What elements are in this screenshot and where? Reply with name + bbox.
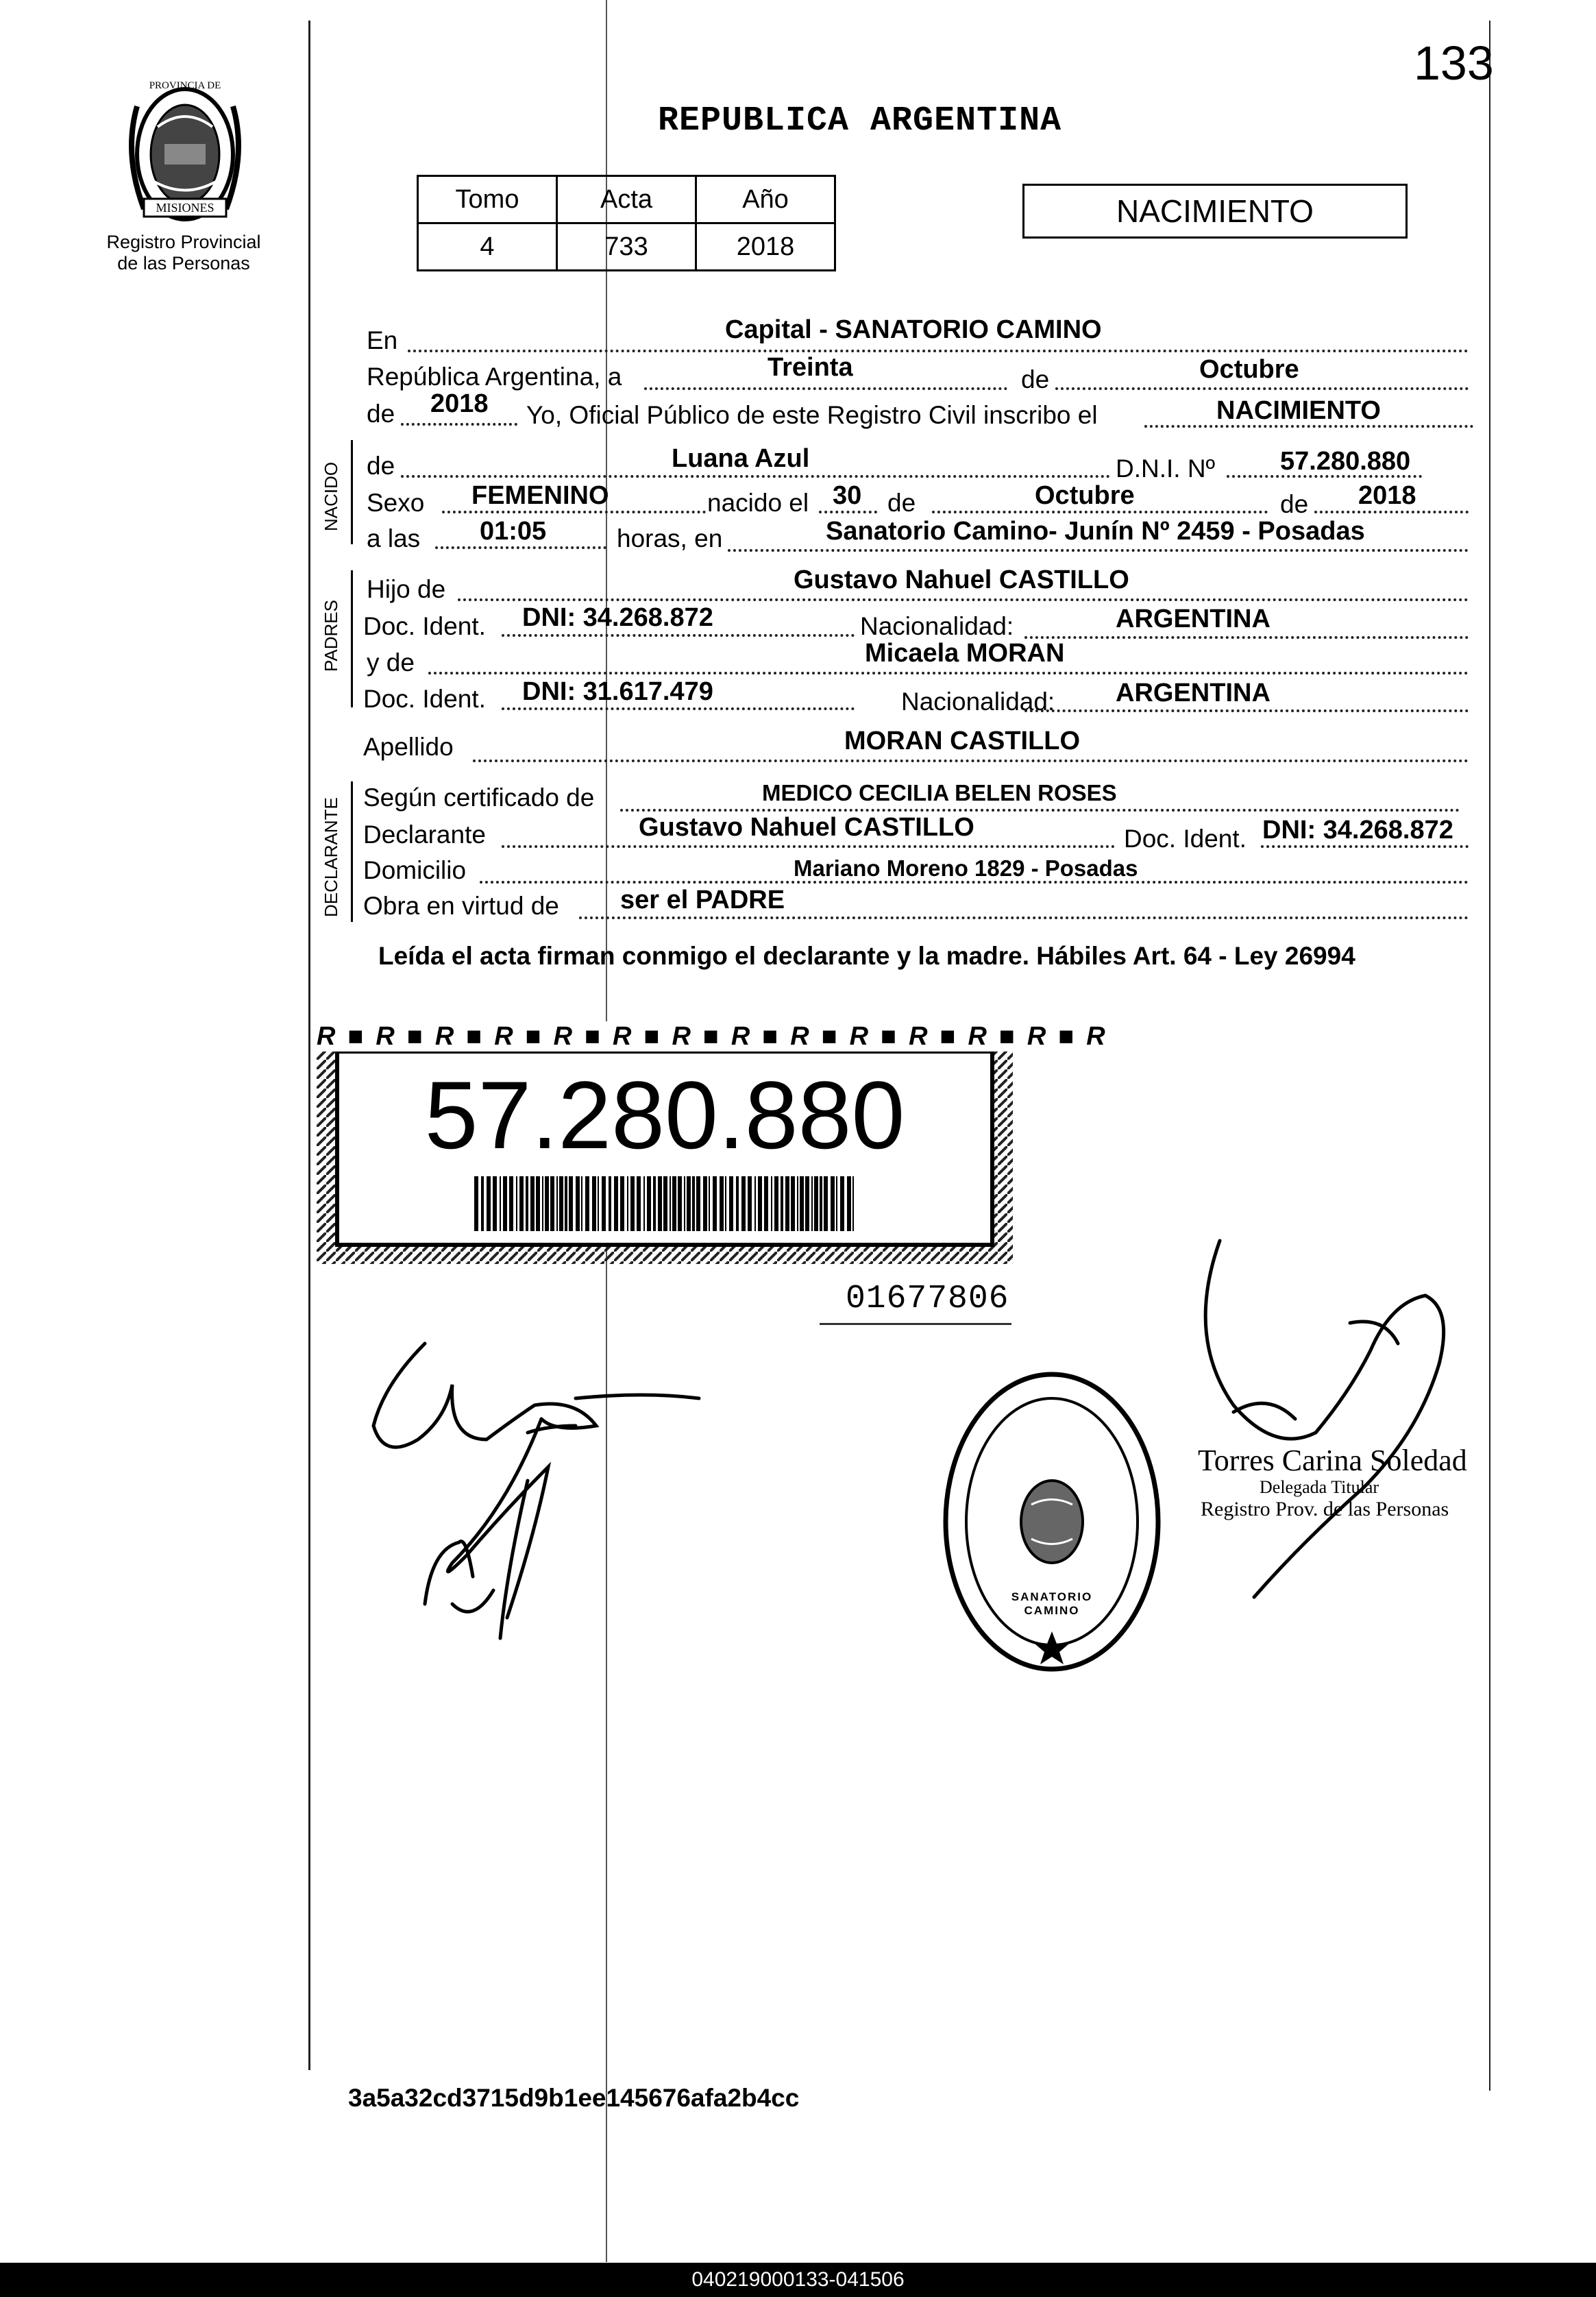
barcode-bar <box>696 1176 700 1231</box>
dotted-line <box>473 759 1469 762</box>
dni-pattern-char: R <box>849 1022 881 1051</box>
barcode-bar <box>542 1176 543 1231</box>
barcode-bar <box>516 1176 517 1231</box>
label-de-anio2: de <box>1280 490 1309 518</box>
value-mes: Octubre <box>1199 355 1299 384</box>
barcode-bar <box>550 1176 554 1231</box>
document-hash: 3a5a32cd3715d9b1ee145676afa2b4cc <box>348 2084 800 2112</box>
closing-text: Leída el acta firman conmigo el declarante y la madre. Hábiles Art. 64 - Ley 26994 <box>378 942 1355 970</box>
barcode-bar <box>729 1176 733 1231</box>
barcode-bar <box>797 1176 798 1231</box>
value-apellido: MORAN CASTILLO <box>844 727 1081 755</box>
dotted-line <box>1261 845 1469 848</box>
barcode-bar <box>687 1176 691 1231</box>
barcode-bar <box>840 1176 844 1231</box>
barcode-bar <box>709 1176 710 1231</box>
barcode-bar <box>725 1176 726 1231</box>
label-en: En <box>367 326 398 354</box>
dni-pattern-char: R <box>1086 1022 1118 1051</box>
barcode-bar <box>820 1176 822 1231</box>
barcode-bar <box>741 1176 746 1231</box>
barcode-bar <box>692 1176 695 1231</box>
barcode-bar <box>602 1176 606 1231</box>
section-bar-declarante <box>351 781 353 922</box>
value-nombre: Luana Azul <box>672 444 810 473</box>
right-margin-line <box>1489 21 1490 2091</box>
barcode-bar <box>754 1176 756 1231</box>
value-lugar: Capital - SANATORIO CAMINO <box>725 315 1102 344</box>
barcode-bar <box>536 1176 540 1231</box>
barcode-bar <box>581 1176 582 1231</box>
value-madre: Micaela MORAN <box>865 639 1065 668</box>
logo-caption <box>81 232 286 274</box>
barcode-bar <box>811 1176 813 1231</box>
barcode-bar <box>556 1176 558 1231</box>
dotted-line <box>1024 709 1469 712</box>
barcode-bar <box>670 1176 671 1231</box>
barcode-bar <box>791 1176 795 1231</box>
table-value-acta: 733 <box>557 223 696 271</box>
page-number: 133 <box>1414 36 1494 90</box>
dni-pattern-char: R <box>376 1022 407 1051</box>
barcode-bar <box>805 1176 809 1231</box>
table-header-anio: Año <box>696 176 835 223</box>
barcode-bar <box>545 1176 549 1231</box>
signature-name: Torres Carina Soledad <box>1198 1444 1467 1477</box>
value-obra: ser el PADRE <box>620 886 785 914</box>
record-type-box: NACIMIENTO <box>1022 184 1408 239</box>
section-bar-nacido <box>351 440 353 544</box>
value-anio-nac: 2018 <box>1358 481 1416 510</box>
value-padre-nac: ARGENTINA <box>1116 605 1270 633</box>
label-nacido-el: nacido el <box>707 489 809 517</box>
dotted-line <box>502 634 855 637</box>
label-republica: República Argentina, a <box>367 363 622 391</box>
dotted-line <box>408 350 1469 352</box>
label-dni: D.N.I. Nº <box>1116 454 1216 483</box>
value-tipo: NACIMIENTO <box>1216 396 1381 425</box>
barcode-bar <box>800 1176 804 1231</box>
barcode-bar <box>559 1176 563 1231</box>
dni-pattern-char: R <box>790 1022 822 1051</box>
barcode-bar <box>500 1176 501 1231</box>
label-de-mes2: de <box>887 489 916 517</box>
value-certificado: MEDICO CECILIA BELEN ROSES <box>762 780 1117 805</box>
value-declarante: Gustavo Nahuel CASTILLO <box>639 813 974 842</box>
value-sexo: FEMENINO <box>471 481 609 510</box>
barcode-bar <box>487 1176 491 1231</box>
serial-underline <box>820 1323 1011 1325</box>
barcode-bar <box>684 1176 685 1231</box>
value-domicilio: Mariano Moreno 1829 - Posadas <box>794 855 1138 881</box>
barcode-bar <box>824 1176 828 1231</box>
barcode-bar <box>678 1176 682 1231</box>
barcode-bar <box>643 1176 645 1231</box>
logo-text-bottom: MISIONES <box>156 201 214 215</box>
barcode-bar <box>847 1176 851 1231</box>
table-header-tomo: Tomo <box>418 176 557 223</box>
table-header-acta: Acta <box>557 176 696 223</box>
dni-card-number: 57.280.880 <box>424 1061 905 1169</box>
barcode-bar <box>785 1176 789 1231</box>
dotted-line <box>579 916 1469 919</box>
barcode-bar <box>814 1176 818 1231</box>
barcode-bar <box>526 1176 528 1231</box>
barcode-bar <box>509 1176 513 1231</box>
barcode-bar <box>774 1176 778 1231</box>
serial-number: 01677806 <box>846 1280 1009 1317</box>
section-bar-padres <box>351 570 353 707</box>
dni-pattern-char: R <box>553 1022 585 1051</box>
value-hora: 01:05 <box>480 517 547 546</box>
value-madre-nac: ARGENTINA <box>1116 679 1270 707</box>
dotted-line <box>502 707 855 710</box>
dni-card <box>317 1021 1118 1264</box>
dotted-line <box>442 511 706 513</box>
barcode-bar <box>614 1176 618 1231</box>
label-doc-ident-decl: Doc. Ident. <box>1124 825 1247 853</box>
dni-pattern-char: R <box>613 1022 644 1051</box>
barcode-bar <box>781 1176 783 1231</box>
barcode-bar <box>620 1176 624 1231</box>
barcode-bar <box>831 1176 835 1231</box>
dni-pattern-char: R <box>909 1022 940 1051</box>
dotted-line <box>458 598 1469 601</box>
label-de-nombre: de <box>367 452 395 480</box>
stamp-inner-text: SANATORIO CAMINO <box>1011 1590 1093 1617</box>
signature-role: Delegada Titular <box>1260 1477 1379 1497</box>
barcode-bar <box>609 1176 611 1231</box>
barcode-bar <box>576 1176 580 1231</box>
label-doc-ident-padre: Doc. Ident. <box>363 612 486 640</box>
signature-office: Registro Prov. de las Personas <box>1201 1498 1449 1520</box>
dotted-line <box>401 475 1110 478</box>
barcode-bar <box>703 1176 707 1231</box>
table-value-anio: 2018 <box>696 223 835 271</box>
value-madre-doc: DNI: 31.617.479 <box>522 677 713 706</box>
dotted-line <box>620 809 1460 812</box>
label-obra-virtud: Obra en virtud de <box>363 892 559 920</box>
barcode-bar <box>758 1176 762 1231</box>
page-title: REPUBLICA ARGENTINA <box>658 101 1062 141</box>
dotted-line <box>1055 387 1469 390</box>
logo-caption-line1: Registro Provincial <box>106 232 261 252</box>
value-lugar-nac: Sanatorio Camino- Junín Nº 2459 - Posadas <box>826 517 1365 546</box>
barcode-bar <box>736 1176 739 1231</box>
official-stamp <box>939 1364 1165 1679</box>
dotted-line <box>1314 511 1469 513</box>
label-declarante: Declarante <box>363 821 486 849</box>
misiones-coat-of-arms-logo <box>116 79 254 230</box>
barcode-bar <box>630 1176 635 1231</box>
barcode-bar <box>569 1176 573 1231</box>
barcode-bar <box>852 1176 854 1231</box>
barcode-bar <box>493 1176 497 1231</box>
barcode-bar <box>836 1176 837 1231</box>
label-de-anio: de <box>367 400 395 428</box>
footer-code-bar <box>0 2263 1596 2297</box>
declarant-signature <box>370 1330 754 1700</box>
label-a-las: a las <box>367 524 421 552</box>
value-padre-doc: DNI: 34.268.872 <box>522 603 713 632</box>
barcode-bar <box>653 1176 656 1231</box>
footer-code: 040219000133-041506 <box>691 2268 905 2291</box>
barcode-bar <box>530 1176 535 1231</box>
barcode-bar <box>585 1176 589 1231</box>
barcode-bar <box>658 1176 662 1231</box>
dotted-line <box>819 511 877 513</box>
value-dni: 57.280.880 <box>1280 447 1411 476</box>
barcode-bar <box>592 1176 596 1231</box>
table-value-tomo: 4 <box>418 223 557 271</box>
dotted-line <box>932 511 1268 513</box>
label-apellido: Apellido <box>363 733 454 761</box>
barcode-bar <box>565 1176 567 1231</box>
barcode-bar <box>519 1176 524 1231</box>
logo-caption-line2: de las Personas <box>117 253 250 274</box>
label-domicilio: Domicilio <box>363 856 467 884</box>
dotted-line <box>644 387 1007 390</box>
label-y-de: y de <box>367 648 415 677</box>
dni-pattern-char: R <box>317 1022 348 1051</box>
barcode-bar <box>647 1176 651 1231</box>
label-yo-oficial: Yo, Oficial Público de este Registro Civil inscribo el <box>526 401 1098 429</box>
barcode-bar <box>720 1176 724 1231</box>
label-doc-ident-madre: Doc. Ident. <box>363 685 486 713</box>
side-label-padres: PADRES <box>321 600 341 672</box>
dni-pattern-char: R <box>968 1022 999 1051</box>
dotted-line <box>401 423 517 426</box>
barcode-bar <box>474 1176 478 1231</box>
logo-text-top: PROVINCIA DE <box>149 80 221 91</box>
side-label-declarante: DECLARANTE <box>321 797 341 917</box>
dni-pattern-char: R <box>731 1022 763 1051</box>
label-hijo-de: Hijo de <box>367 575 446 603</box>
value-dia-nac: 30 <box>833 481 862 510</box>
value-anio: 2018 <box>430 389 489 418</box>
barcode-bar <box>771 1176 772 1231</box>
value-mes-nac: Octubre <box>1035 481 1135 510</box>
barcode-bar <box>503 1176 507 1231</box>
label-nacionalidad-madre: Nacionalidad: <box>901 688 1055 716</box>
dotted-line <box>428 672 1469 674</box>
barcode-bar <box>637 1176 641 1231</box>
dni-pattern-char: R <box>434 1022 467 1051</box>
barcode-bar <box>713 1176 717 1231</box>
label-sexo: Sexo <box>367 489 425 517</box>
barcode-bar <box>748 1176 752 1231</box>
label-horas-en: horas, en <box>617 524 723 552</box>
registrar-signature <box>1192 1227 1508 1611</box>
label-de-mes: de <box>1021 365 1050 393</box>
label-nacionalidad-padre: Nacionalidad: <box>860 612 1014 640</box>
label-segun-cert: Según certificado de <box>363 783 595 812</box>
dotted-line <box>502 845 1115 848</box>
value-padre: Gustavo Nahuel CASTILLO <box>794 566 1129 594</box>
value-declarante-doc: DNI: 34.268.872 <box>1262 816 1453 844</box>
dni-pattern-char: R <box>1027 1022 1059 1051</box>
dni-pattern-char: R <box>494 1022 526 1051</box>
dni-card-pattern: R■R■R■R■R■R■R■R■R■R■R■R■R■R <box>317 1022 1118 1051</box>
dotted-line <box>728 549 1469 552</box>
dni-pattern-char: R <box>672 1022 703 1051</box>
barcode <box>474 1176 858 1231</box>
dotted-line <box>435 546 606 549</box>
barcode-bar <box>627 1176 628 1231</box>
left-margin-line <box>308 21 310 2070</box>
barcode-bar <box>598 1176 599 1231</box>
barcode-bar <box>764 1176 768 1231</box>
record-table <box>417 175 836 271</box>
value-dia-letras: Treinta <box>768 353 853 382</box>
dotted-line <box>1024 636 1469 639</box>
barcode-bar <box>481 1176 484 1231</box>
barcode-bar <box>672 1176 676 1231</box>
barcode-bar <box>663 1176 667 1231</box>
side-label-nacido: NACIDO <box>321 461 341 531</box>
